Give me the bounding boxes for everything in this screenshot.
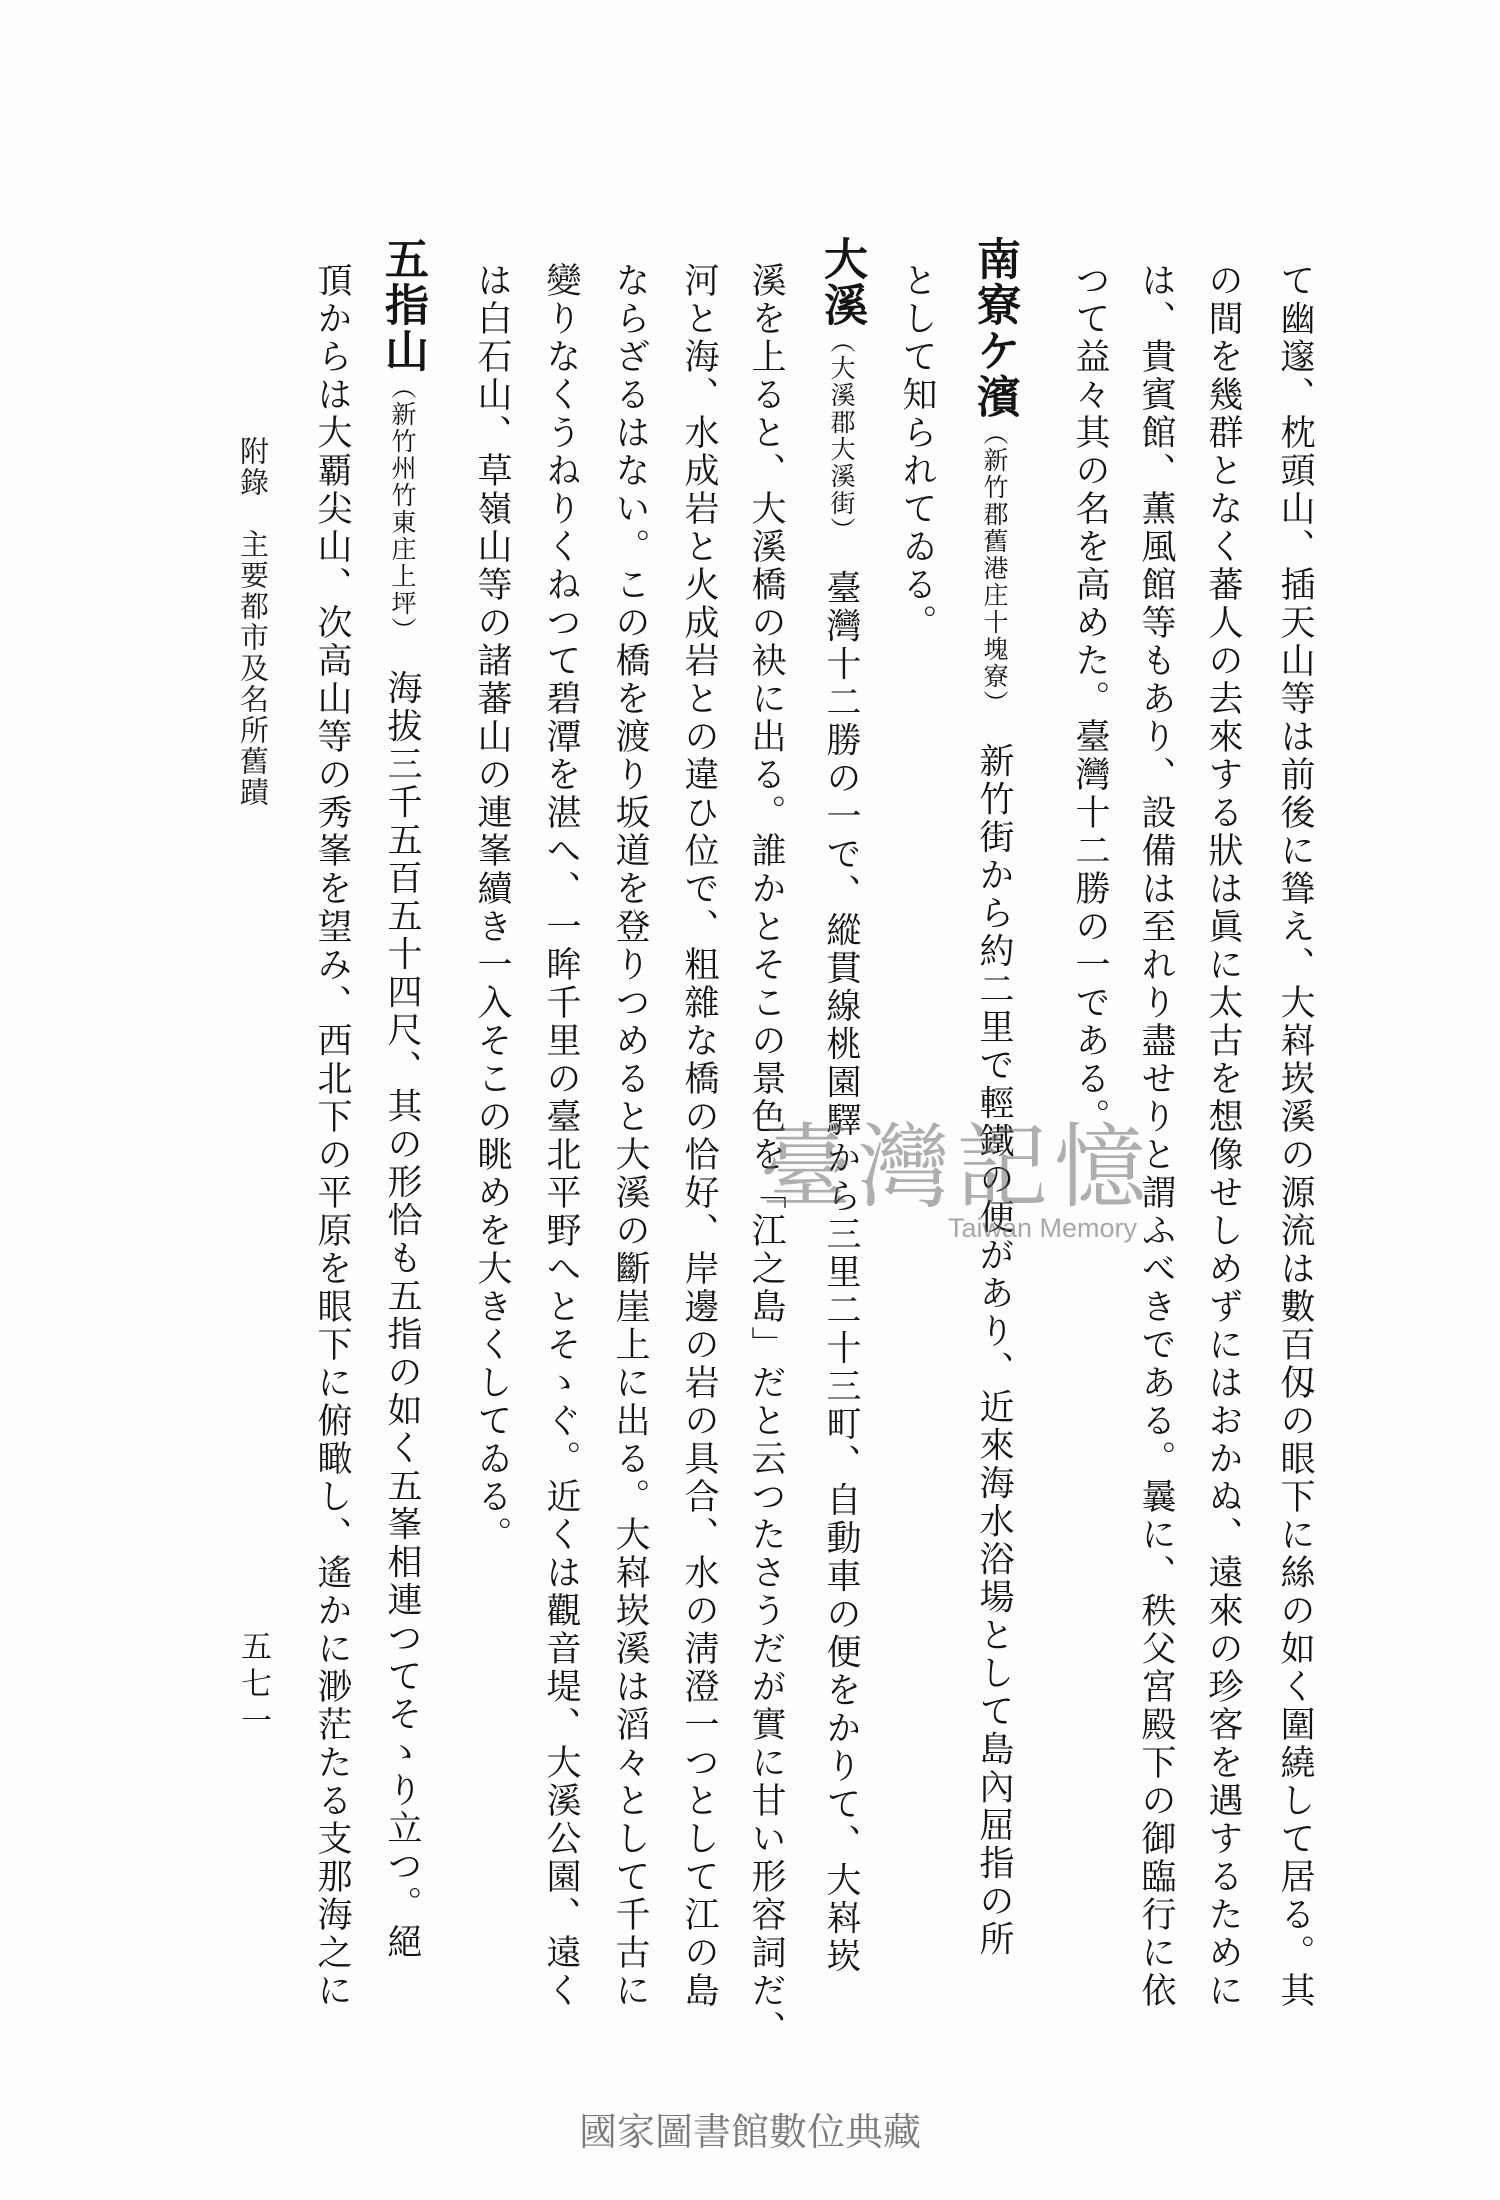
text-column: つて益々其の名を高めた。臺灣十二勝の一である。: [1070, 262, 1110, 1136]
text-column: 頂からは大覇尖山、次高山等の秀峯を望み、西北下の平原を眼下に俯瞰し、遙かに渺茫たる支那海之に: [312, 262, 352, 2010]
text-column: て幽邃、枕頭山、插天山等は前後に聳え、大嵙崁溪の源流は數百仭の眼下に絲の如く圍繞して居る。其: [1275, 262, 1315, 2010]
entry-location-note: （新竹州竹東庄上坪）: [388, 374, 417, 632]
entry-heading: 南寮ケ濱: [969, 236, 1020, 420]
entry-heading: 五指山: [377, 236, 428, 374]
text-column: として知られてゐる。: [897, 262, 937, 642]
running-header: 附錄 主要都市及名所舊蹟: [236, 436, 270, 808]
page-number: 五七一: [235, 1630, 271, 1741]
entry-text: 新竹街から約二里で輕鐵の便があり、近來海水浴場として島內屈指の所: [974, 704, 1014, 1959]
text-column: ならざるはない。この橋を渡り坂道を登りつめると大溪の斷崖上に出る。大嵙崁溪は滔々として千古に: [610, 262, 650, 2010]
archive-credit: 國家圖書館數位典藏: [578, 2110, 921, 2154]
entry-heading: 大溪: [816, 236, 867, 328]
text-column: は、貴賓館、薫風館等もあり、設備は至れり盡せりと謂ふべきである。曩に、秩父宮殿下の御臨行に依: [1136, 262, 1176, 2010]
text-column: の間を幾群となく蕃人の去來する狀は眞に太古を想像せしめずにはおかぬ、遠來の珍客を遇するために: [1203, 262, 1243, 2010]
text-column: 溪を上ると、大溪橋の袂に出る。誰かとそこの景色を「江之島」だと云つたさうだが實に甘い形容詞だ、: [746, 262, 786, 2048]
entry-text: 海拔三千五百五十四尺、其の形恰も五指の如く五峯相連つてそゝり立つ。絕: [382, 631, 422, 1962]
text-column: 變りなくうねりくねつて碧潭を湛へ、一眸千里の臺北平野へとそゝぐ。近くは觀音堤、大溪公園、遠く: [541, 262, 581, 2010]
text-column: 河と海、水成岩と火成岩との違ひ位で、粗雜な橋の恰好、岸邊の岩の具合、水の淸澄一つとして江の島: [679, 262, 719, 2010]
watermark-title: 臺灣記憶: [760, 1114, 1153, 1221]
text-column: は白石山、草嶺山等の諸蕃山の連峯續き一入そこの眺めを大きくしてゐる。: [472, 262, 512, 1554]
entry-column-goshizan: [377, 236, 427, 2036]
entry-location-note: （大溪郡大溪街）: [827, 328, 856, 532]
entry-location-note: （新竹郡舊港庄十塊寮）: [980, 420, 1009, 705]
entry-text: 臺灣十二勝の一で、縱貫線桃園驛から三里二十三町、自動車の便をかりて、大嵙崁: [821, 531, 861, 1976]
watermark-subtitle: Taiwan Memory: [948, 1213, 1138, 1243]
